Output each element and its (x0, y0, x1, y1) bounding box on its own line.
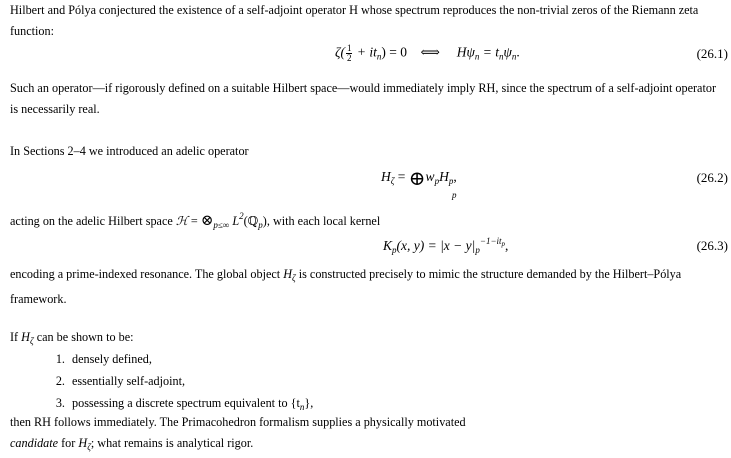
equals-zero: ) = 0 (381, 44, 407, 60)
exponent: −1−it (479, 236, 502, 246)
operator-H-p: H (439, 169, 449, 184)
subscript-n: n (376, 51, 382, 62)
acting-text: acting on the adelic Hilbert space (10, 214, 176, 228)
condition-text-end: }, (304, 396, 314, 410)
subscript-n: n (511, 51, 517, 62)
subscript-p: p (475, 245, 480, 255)
subscript-p: p (434, 176, 440, 186)
one-half-fraction (346, 44, 353, 63)
list-item (68, 348, 313, 370)
subscript-n: n (474, 51, 480, 62)
for-text: for (58, 436, 79, 450)
subscript-p: p (258, 220, 263, 230)
Q-p-field: (ℚ (243, 214, 259, 228)
operator-H-zeta: H (283, 267, 293, 281)
encoding-text-end: is constructed precisely to mimic the structure demanded by the Hilbert–Pólya framework. (10, 267, 682, 306)
equation-26-3 (0, 236, 731, 258)
conditions-list (48, 348, 313, 418)
equation-number: (26.3) (696, 238, 728, 253)
equals-sign: = (187, 214, 201, 228)
plus-it: + it (353, 44, 377, 60)
subscript-n: n (498, 51, 504, 62)
subscript-n: n (299, 402, 305, 412)
equation-number: (26.2) (696, 170, 728, 185)
direct-sum-index: p (452, 190, 457, 200)
tensor-product-symbol: ⊗ (200, 213, 214, 229)
encoding-paragraph (10, 264, 722, 310)
L-space: L (229, 214, 240, 228)
condition-text: essentially self-adjoint, (72, 374, 186, 388)
operator-H-zeta: H (21, 330, 30, 344)
adelic-space-symbol: ℋ (175, 214, 188, 228)
kernel-args: (x, y) = |x − y| (396, 238, 476, 253)
equation-26-2 (0, 166, 731, 200)
subscript-p: p (392, 245, 397, 255)
close-paren: ) (262, 214, 267, 228)
subscript-p: p (448, 176, 454, 186)
comma: , (505, 238, 509, 253)
list-item (68, 370, 313, 392)
direct-sum-symbol: ⊕ (408, 168, 426, 190)
comma: , (453, 169, 457, 184)
closing-end: ; what remains is analytical rigor. (90, 436, 254, 450)
acting-paragraph (10, 206, 722, 236)
psi-symbol: ψ (503, 44, 512, 60)
subscript-zeta: ζ (390, 176, 395, 186)
if-text: If (10, 330, 22, 344)
subscript-zeta: ζ (87, 442, 91, 452)
acting-text-end: , with each local kernel (266, 214, 381, 228)
zeta-symbol: ζ( (335, 44, 345, 60)
equation-26-1-body (335, 44, 520, 63)
encoding-text: encoding a prime-indexed resonance. The global object (10, 267, 284, 281)
fraction-denominator: 2 (346, 53, 352, 63)
psi-symbol: ψ (466, 44, 475, 60)
subscript-zeta: ζ (292, 273, 296, 283)
equation-26-3-body (383, 236, 508, 255)
condition-text: densely defined, (72, 352, 152, 366)
intro-paragraph: Hilbert and Pólya conjectured the existence of a self-adjoint operator H whose spectrum reproduces the non-trivial zeros of the Riemann zeta function: (10, 3, 699, 38)
kernel-K: K (383, 238, 393, 253)
operator-H-zeta: H (381, 169, 391, 184)
closing-paragraph (10, 412, 722, 458)
operator-H-zeta: H (78, 436, 88, 450)
operator-paragraph: Such an operator—if rigorously defined on a suitable Hilbert space—would immediately imply RH, since the spectrum of a self-adjoint operator is necessarily real. (10, 81, 717, 116)
sections-paragraph: In Sections 2–4 we introduced an adelic operator (10, 144, 249, 158)
period: . (516, 44, 520, 60)
equals-t: = t (479, 44, 499, 60)
fraction-numerator: 1 (346, 43, 352, 53)
exponent-subscript-p: p (501, 240, 506, 248)
equals-sign: = (394, 169, 409, 184)
superscript-2: 2 (239, 211, 244, 221)
condition-text: possessing a discrete spectrum equivalent to {t (72, 396, 300, 410)
subscript-zeta: ζ (29, 336, 34, 346)
closing-line: then RH follows immediately. The Primacohedron formalism supplies a physically motivated (10, 415, 466, 429)
equation-number: (26.1) (696, 46, 728, 61)
weight-w: w (425, 169, 435, 184)
candidate-emphasis: candidate (10, 436, 59, 450)
equation-26-1 (0, 44, 731, 66)
iff-arrow: ⟺ (420, 44, 440, 60)
operator-H: H (456, 44, 467, 60)
equation-26-2-body (381, 166, 457, 191)
lead-text-end: can be shown to be: (33, 330, 134, 344)
tensor-index: p≤∞ (213, 220, 230, 230)
